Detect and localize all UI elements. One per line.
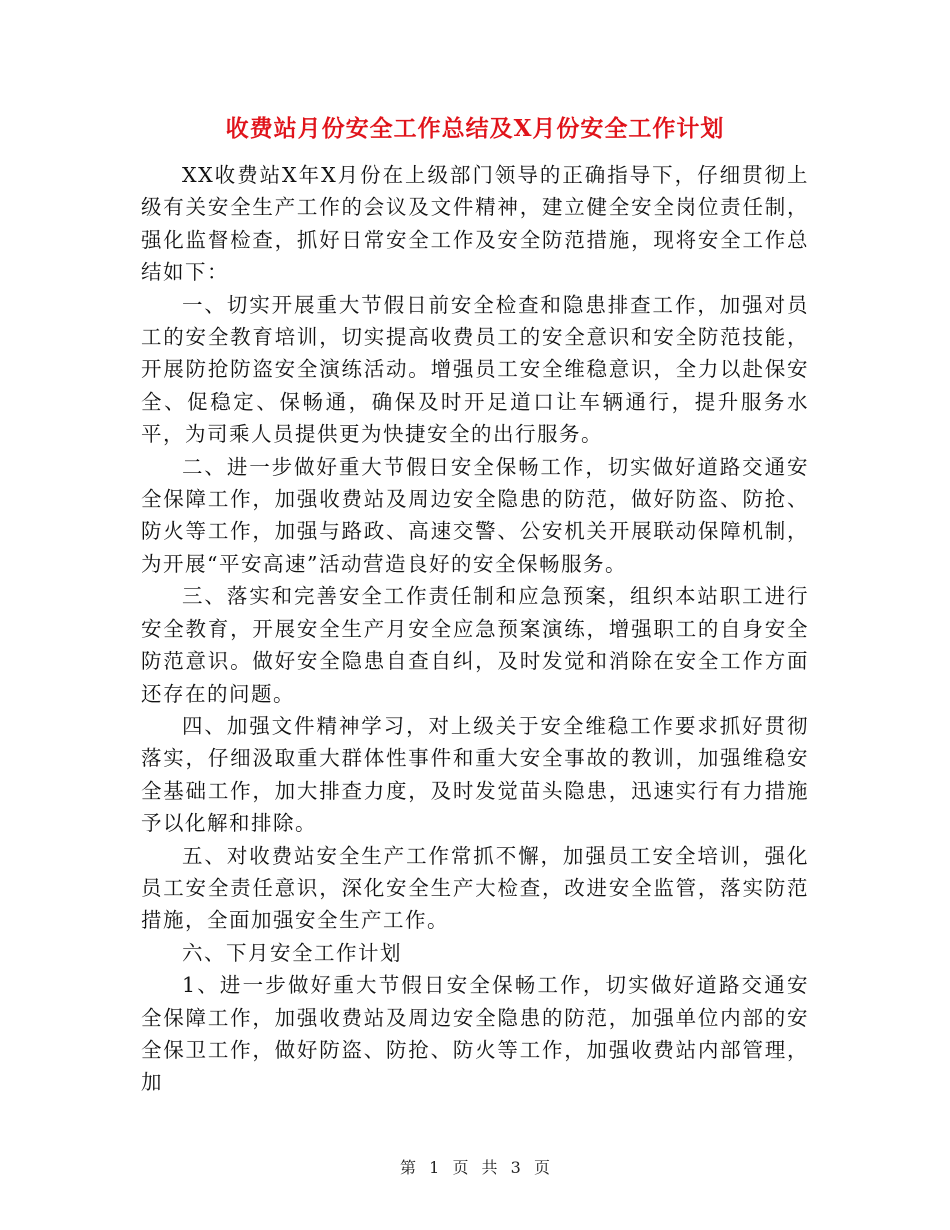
document-title: 收费站月份安全工作总结及X月份安全工作计划	[225, 115, 725, 142]
paragraph-item-6-heading: 六、下月安全工作计划	[182, 940, 402, 965]
paragraph-item-1: 一、切实开展重大节假日前安全检查和隐患排查工作，加强对员工的安全教育培训，切实提高收费员工的安全意识和安全防范技能，开展防抢防盗安全演练活动。增强员工安全维稳意识，全力以赴保安全、促稳定、保畅通，确保及时开足道口让车辆通行，提升服务水平，为司乘人员提供更为快捷安全的出行服务。	[141, 292, 809, 447]
paragraph-intro: XX收费站X年X月份在上级部门领导的正确指导下，仔细贯彻上级有关安全生产工作的会议及文件精神，建立健全安全岗位责任制，强化监督检查，抓好日常安全工作及安全防范措施，现将安全工作总结如下：	[141, 163, 809, 285]
paragraph-item-5: 五、对收费站安全生产工作常抓不懈，加强员工安全培训，强化员工安全责任意识，深化安全生产大检查，改进安全监管，落实防范措施，全面加强安全生产工作。	[141, 843, 809, 933]
footer-page-label: 页	[452, 1158, 469, 1177]
footer-total-pages: 3	[510, 1158, 521, 1177]
paragraph-plan-1: 1、进一步做好重大节假日安全保畅工作，切实做好道路交通安全保障工作，加强收费站及周边安全隐患的防范，加强单位内部的安全保卫工作，做好防盗、防抢、防火等工作，加强收费站内部管理，加	[141, 973, 809, 1095]
document-body	[141, 159, 809, 1099]
footer-total-label: 共	[481, 1158, 498, 1177]
footer-prefix: 第	[400, 1158, 417, 1177]
paragraph-item-2: 二、进一步做好重大节假日安全保畅工作，切实做好道路交通安全保障工作，加强收费站及周边安全隐患的防范，做好防盗、防抢、防火等工作，加强与路政、高速交警、公安机关开展联动保障机制，为开展“平安高速”活动营造良好的安全保畅服务。	[141, 454, 809, 576]
page-footer	[0, 1155, 950, 1178]
footer-current-page: 1	[429, 1158, 440, 1177]
footer-suffix: 页	[533, 1158, 550, 1177]
paragraph-item-4: 四、加强文件精神学习，对上级关于安全维稳工作要求抓好贯彻落实，仔细汲取重大群体性事件和重大安全事故的教训，加强维稳安全基础工作，加大排查力度，及时发觉苗头隐患，迅速实行有力措施予以化解和排除。	[141, 713, 809, 836]
paragraph-item-3: 三、落实和完善安全工作责任制和应急预案，组织本站职工进行安全教育，开展安全生产月安全应急预案演练，增强职工的自身安全防范意识。做好安全隐患自查自纠，及时发觉和消除在安全工作方面还存在的问题。	[141, 584, 809, 706]
